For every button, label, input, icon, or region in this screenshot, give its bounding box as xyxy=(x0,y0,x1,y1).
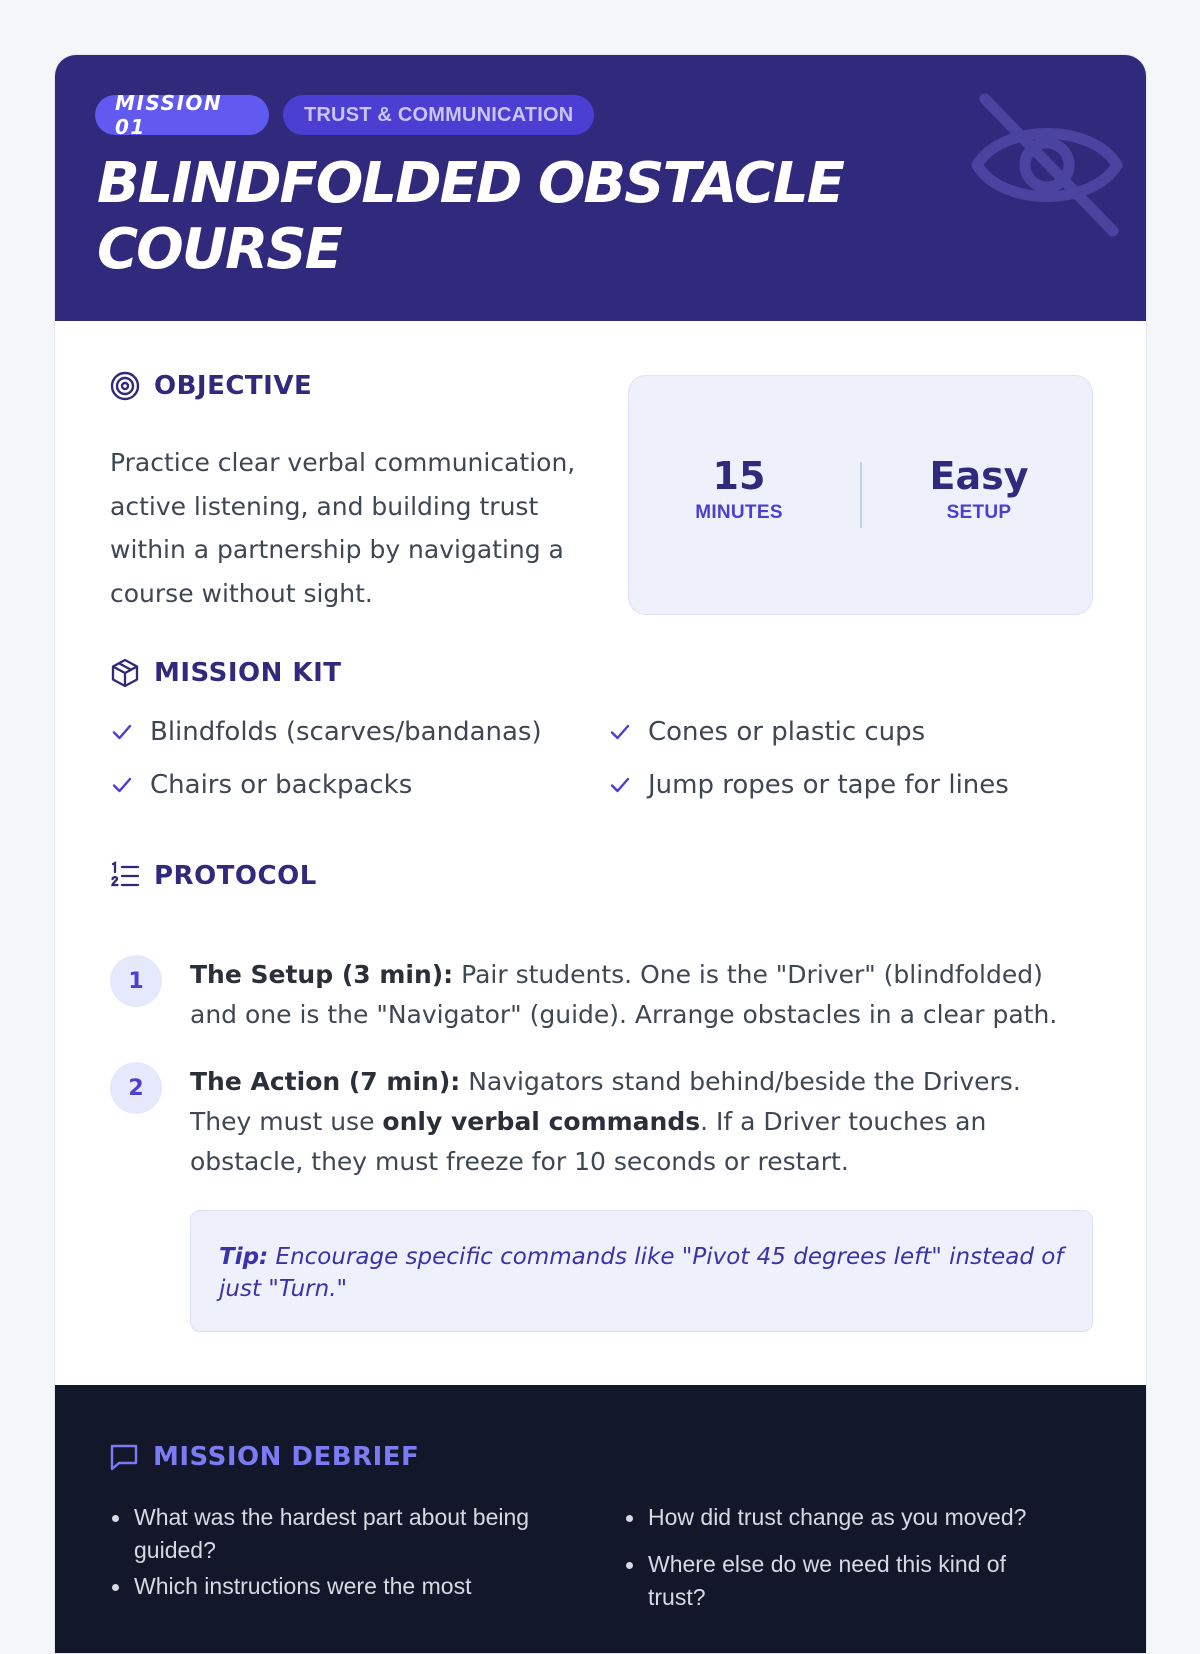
step-emphasis: only verbal commands xyxy=(382,1107,701,1136)
tip-text: Encourage specific commands like "Pivot 45 degrees left" instead of just "Turn." xyxy=(219,1244,1064,1302)
step-description: Navigators stand behind/beside the Drivers. They must use xyxy=(190,1067,1021,1136)
kit-item-label: Cones or plastic cups xyxy=(648,717,926,747)
kit-item-label: Chairs or backpacks xyxy=(150,770,413,800)
package-icon xyxy=(108,656,142,690)
debrief-question: Where else do we need this kind of trust? xyxy=(624,1548,1064,1614)
difficulty-unit: SETUP xyxy=(946,502,1012,523)
debrief-label: MISSION DEBRIEF xyxy=(153,1442,420,1472)
mission-card xyxy=(54,54,1147,1654)
kit-item xyxy=(608,770,1009,800)
kit-label: MISSION KIT xyxy=(154,658,342,688)
step-text xyxy=(190,1062,1080,1182)
check-icon xyxy=(608,773,632,797)
objective-label: OBJECTIVE xyxy=(154,371,313,401)
step-number: 2 xyxy=(110,1062,162,1114)
check-icon xyxy=(110,773,134,797)
kit-item-label: Blindfolds (scarves/bandanas) xyxy=(150,717,542,747)
check-icon xyxy=(608,720,632,744)
mission-number-badge: MISSION 01 xyxy=(95,95,269,135)
check-icon xyxy=(110,720,134,744)
stats-panel xyxy=(628,375,1093,615)
mission-header xyxy=(55,55,1146,321)
tip-label: Tip: xyxy=(219,1244,269,1270)
debrief-section xyxy=(55,1385,1146,1654)
mission-title: BLINDFOLDED OBSTACLE COURSE xyxy=(97,151,843,282)
kit-heading xyxy=(108,656,341,690)
objective-heading xyxy=(108,369,312,403)
duration-unit: MINUTES xyxy=(695,502,783,523)
kit-item-label: Jump ropes or tape for lines xyxy=(648,770,1009,800)
duration-value: 15 xyxy=(712,454,766,498)
step-title: The Setup (3 min): xyxy=(190,960,454,989)
kit-item xyxy=(110,717,542,747)
step-description-end: . If a Driver touches an obstacle, they must freeze for 10 seconds or restart. xyxy=(190,1107,987,1176)
eye-off-icon xyxy=(967,85,1127,245)
protocol-label: PROTOCOL xyxy=(154,861,317,891)
step-text xyxy=(190,955,1080,1035)
category-badge: TRUST & COMMUNICATION xyxy=(283,95,594,135)
kit-item xyxy=(608,717,925,747)
debrief-heading xyxy=(107,1440,419,1474)
step-title: The Action (7 min): xyxy=(190,1067,461,1096)
objective-text: Practice clear verbal communication, active listening, and building trust within a partnership by navigating a course without sight. xyxy=(110,448,576,608)
difficulty-stat xyxy=(879,454,1079,524)
protocol-heading xyxy=(108,859,317,893)
step-number: 1 xyxy=(110,955,162,1007)
tip-callout xyxy=(190,1210,1093,1332)
kit-item xyxy=(110,770,412,800)
numbered-list-icon xyxy=(108,859,142,893)
debrief-question: How did trust change as you moved? xyxy=(624,1501,1094,1534)
debrief-question: What was the hardest part about being guided? xyxy=(110,1501,580,1567)
stats-divider xyxy=(860,462,862,528)
step-description: Pair students. One is the "Driver" (blindfolded) and one is the "Navigator" (guide). Arrange obstacles in a clear path. xyxy=(190,960,1058,1029)
target-icon xyxy=(108,369,142,403)
debrief-question: Which instructions were the most xyxy=(110,1570,580,1603)
difficulty-value: Easy xyxy=(929,454,1029,498)
duration-stat xyxy=(639,454,839,524)
chat-bubble-icon xyxy=(107,1440,141,1474)
